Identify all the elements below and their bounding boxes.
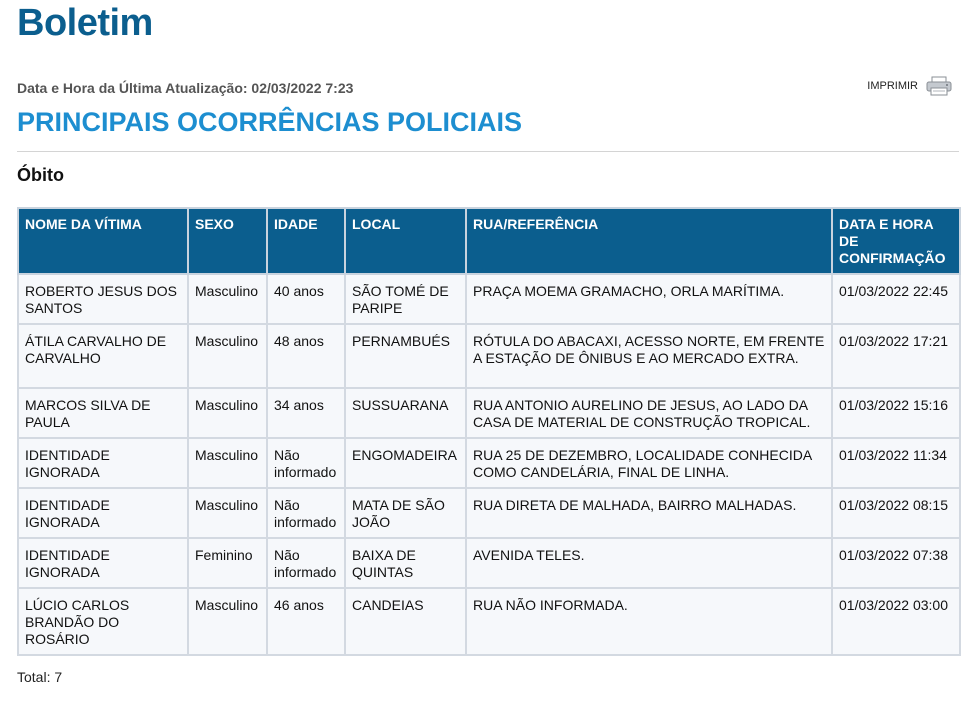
table-row — [18, 488, 960, 538]
cell-datetime: 01/03/2022 15:16 — [832, 388, 960, 438]
cell-sex: Masculino — [188, 274, 267, 324]
print-label[interactable]: IMPRIMIR — [867, 80, 918, 92]
cell-street: RÓTULA DO ABACAXI, ACESSO NORTE, EM FRENTE A ESTAÇÃO DE ÔNIBUS E AO MERCADO EXTRA. — [466, 324, 832, 388]
cell-sex: Feminino — [188, 538, 267, 588]
section-title: PRINCIPAIS OCORRÊNCIAS POLICIAIS — [17, 107, 523, 137]
cell-street: RUA ANTONIO AURELINO DE JESUS, AO LADO DA CASA DE MATERIAL DE CONSTRUÇÃO TROPICAL. — [466, 388, 832, 438]
table-row — [18, 324, 960, 388]
cell-age: Não informado — [267, 438, 345, 488]
cell-name: IDENTIDADE IGNORADA — [18, 488, 188, 538]
cell-datetime: 01/03/2022 11:34 — [832, 438, 960, 488]
cell-street: RUA NÃO INFORMADA. — [466, 588, 832, 655]
cell-age: Não informado — [267, 488, 345, 538]
table-row — [18, 588, 960, 655]
cell-sex: Masculino — [188, 438, 267, 488]
cell-age: 40 anos — [267, 274, 345, 324]
cell-name: IDENTIDADE IGNORADA — [18, 438, 188, 488]
cell-datetime: 01/03/2022 22:45 — [832, 274, 960, 324]
cell-street: AVENIDA TELES. — [466, 538, 832, 588]
cell-age: Não informado — [267, 538, 345, 588]
cell-name: MARCOS SILVA DE PAULA — [18, 388, 188, 438]
subsection-title: Óbito — [17, 165, 64, 185]
table-row — [18, 388, 960, 438]
cell-location: PERNAMBUÉS — [345, 324, 466, 388]
cell-street: PRAÇA MOEMA GRAMACHO, ORLA MARÍTIMA. — [466, 274, 832, 324]
print-button[interactable] — [867, 76, 952, 96]
cell-sex: Masculino — [188, 588, 267, 655]
page-title: Boletim — [17, 2, 153, 44]
cell-name: LÚCIO CARLOS BRANDÃO DO ROSÁRIO — [18, 588, 188, 655]
column-header-street: RUA/REFERÊNCIA — [466, 208, 832, 274]
cell-datetime: 01/03/2022 17:21 — [832, 324, 960, 388]
column-header-age: IDADE — [267, 208, 345, 274]
last-update-label: Data e Hora da Última Atualização: 02/03/2022 7:23 — [17, 80, 354, 96]
cell-datetime: 01/03/2022 07:38 — [832, 538, 960, 588]
cell-street: RUA 25 DE DEZEMBRO, LOCALIDADE CONHECIDA COMO CANDELÁRIA, FINAL DE LINHA. — [466, 438, 832, 488]
section-divider — [17, 151, 959, 152]
occurrences-table — [17, 207, 961, 656]
cell-age: 48 anos — [267, 324, 345, 388]
cell-name: ROBERTO JESUS DOS SANTOS — [18, 274, 188, 324]
printer-icon[interactable] — [926, 76, 952, 96]
column-header-sex: SEXO — [188, 208, 267, 274]
table-header-row — [18, 208, 960, 274]
table-row — [18, 274, 960, 324]
total-count: Total: 7 — [17, 669, 63, 685]
column-header-datetime: DATA E HORA DE CONFIRMAÇÃO — [832, 208, 960, 274]
table-row — [18, 538, 960, 588]
cell-location: SÃO TOMÉ DE PARIPE — [345, 274, 466, 324]
column-header-name: NOME DA VÍTIMA — [18, 208, 188, 274]
cell-location: ENGOMADEIRA — [345, 438, 466, 488]
cell-location: MATA DE SÃO JOÃO — [345, 488, 466, 538]
cell-age: 34 anos — [267, 388, 345, 438]
cell-location: SUSSUARANA — [345, 388, 466, 438]
cell-sex: Masculino — [188, 388, 267, 438]
cell-location: CANDEIAS — [345, 588, 466, 655]
cell-age: 46 anos — [267, 588, 345, 655]
cell-location: BAIXA DE QUINTAS — [345, 538, 466, 588]
table-row — [18, 438, 960, 488]
column-header-location: LOCAL — [345, 208, 466, 274]
cell-name: IDENTIDADE IGNORADA — [18, 538, 188, 588]
cell-sex: Masculino — [188, 324, 267, 388]
cell-sex: Masculino — [188, 488, 267, 538]
cell-street: RUA DIRETA DE MALHADA, BAIRRO MALHADAS. — [466, 488, 832, 538]
cell-datetime: 01/03/2022 03:00 — [832, 588, 960, 655]
cell-datetime: 01/03/2022 08:15 — [832, 488, 960, 538]
cell-name: ÁTILA CARVALHO DE CARVALHO — [18, 324, 188, 388]
